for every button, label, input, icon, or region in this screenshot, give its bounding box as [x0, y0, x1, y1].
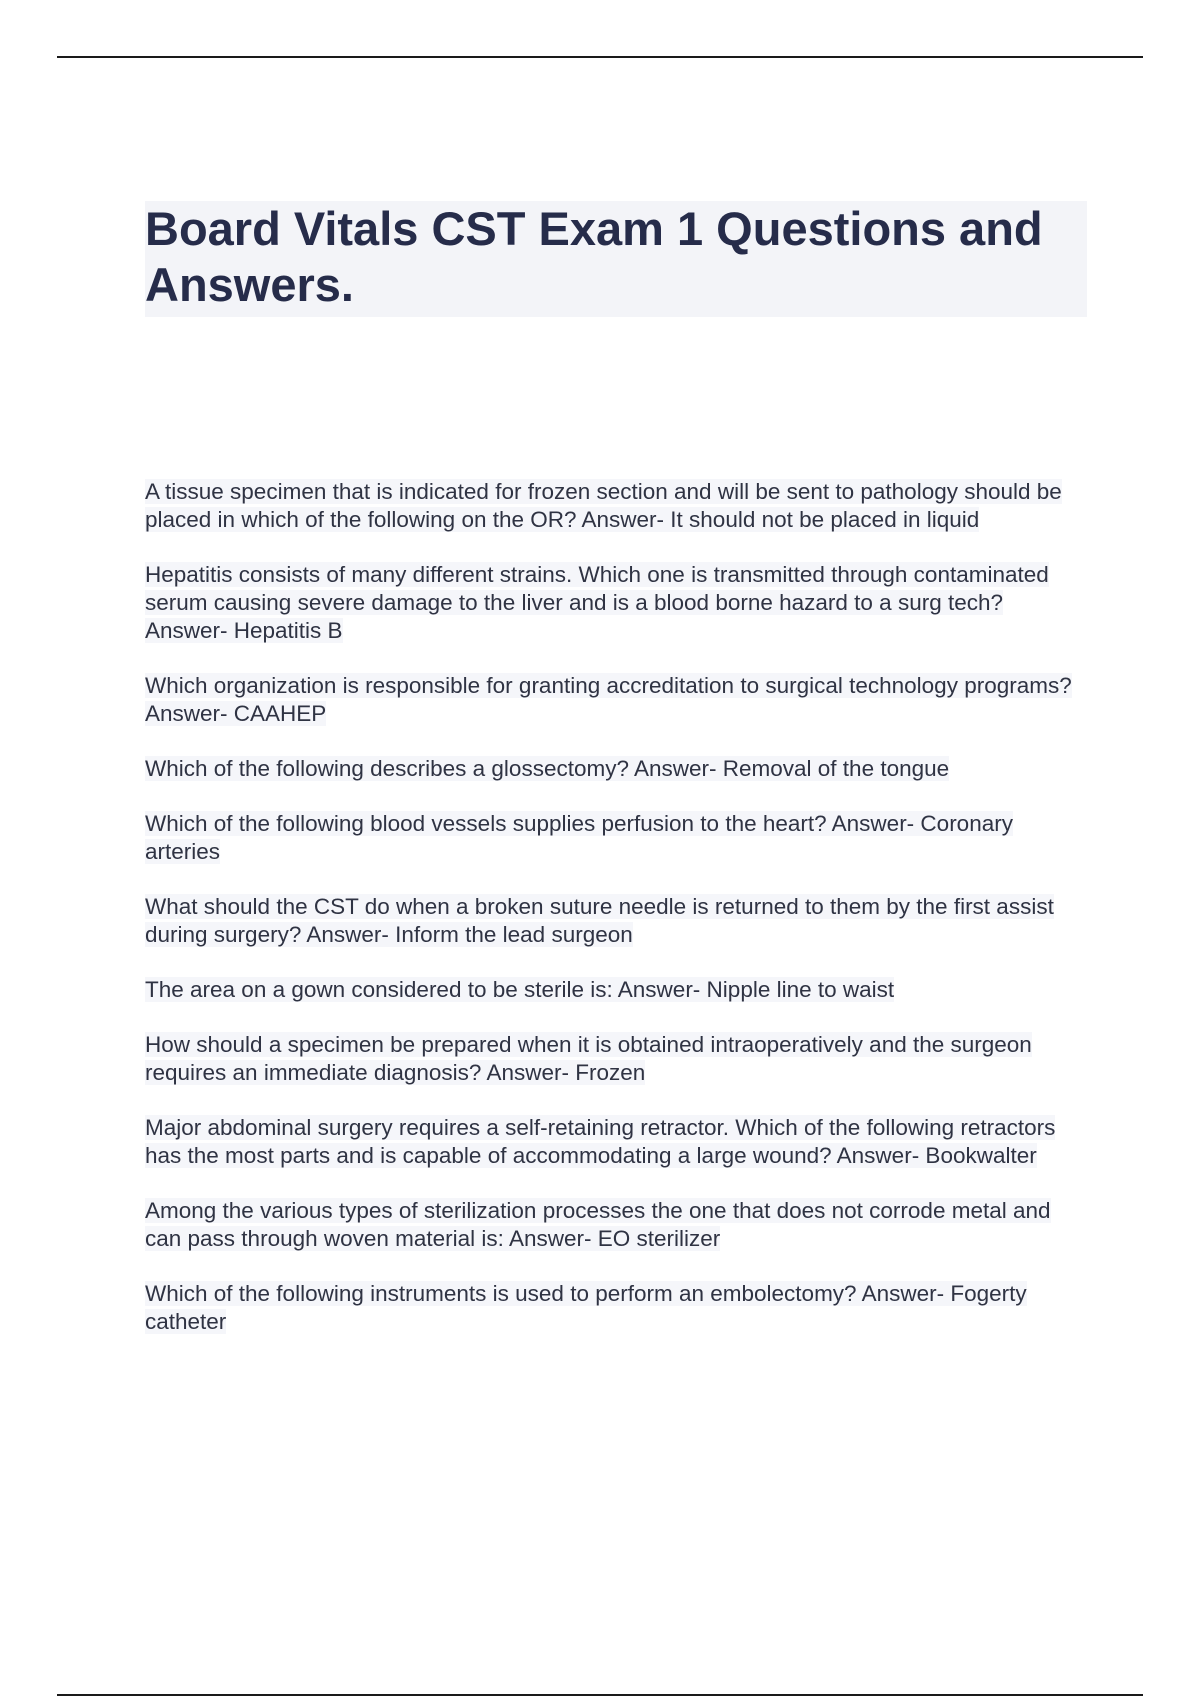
qa-item [145, 810, 1090, 866]
qa-text: How should a specimen be prepared when it is obtained intraoperatively and the surgeon requires an immediate diagnosis? Answer- Frozen [145, 1032, 1032, 1085]
qa-list [145, 478, 1090, 1363]
qa-item [145, 1280, 1090, 1336]
qa-item [145, 976, 1090, 1004]
bottom-divider [57, 1694, 1143, 1696]
qa-item [145, 561, 1090, 645]
page-title: Board Vitals CST Exam 1 Questions and Answers. [145, 202, 1043, 311]
qa-text: What should the CST do when a broken suture needle is returned to them by the first assist during surgery? Answer- Inform the lead surgeon [145, 894, 1054, 947]
qa-item [145, 1031, 1090, 1087]
qa-item [145, 893, 1090, 949]
qa-text: Which of the following blood vessels supplies perfusion to the heart? Answer- Coronary arteries [145, 811, 1013, 864]
qa-text: A tissue specimen that is indicated for frozen section and will be sent to pathology should be placed in which of the following on the OR? Answer- It should not be placed in liquid [145, 479, 1062, 532]
qa-text: Which of the following describes a glossectomy? Answer- Removal of the tongue [145, 756, 950, 781]
qa-text: Hepatitis consists of many different strains. Which one is transmitted through contaminated serum causing severe damage to the liver and is a blood borne hazard to a surg tech? Answer- Hepatitis B [145, 562, 1049, 643]
qa-text: Major abdominal surgery requires a self-retaining retractor. Which of the following retractors has the most parts and is capable of accommodating a large wound? Answer- Bookwalter [145, 1115, 1056, 1168]
qa-text: Which of the following instruments is used to perform an embolectomy? Answer- Fogerty catheter [145, 1281, 1027, 1334]
qa-item [145, 1197, 1090, 1253]
qa-item [145, 1114, 1090, 1170]
title-block [145, 201, 1087, 317]
qa-text: The area on a gown considered to be sterile is: Answer- Nipple line to waist [145, 977, 895, 1002]
qa-item [145, 672, 1090, 728]
top-divider [57, 56, 1143, 58]
qa-item [145, 755, 1090, 783]
qa-item [145, 478, 1090, 534]
qa-text: Which organization is responsible for granting accreditation to surgical technology programs? Answer- CAAHEP [145, 673, 1072, 726]
qa-text: Among the various types of sterilization processes the one that does not corrode metal and can pass through woven material is: Answer- EO sterilizer [145, 1198, 1051, 1251]
